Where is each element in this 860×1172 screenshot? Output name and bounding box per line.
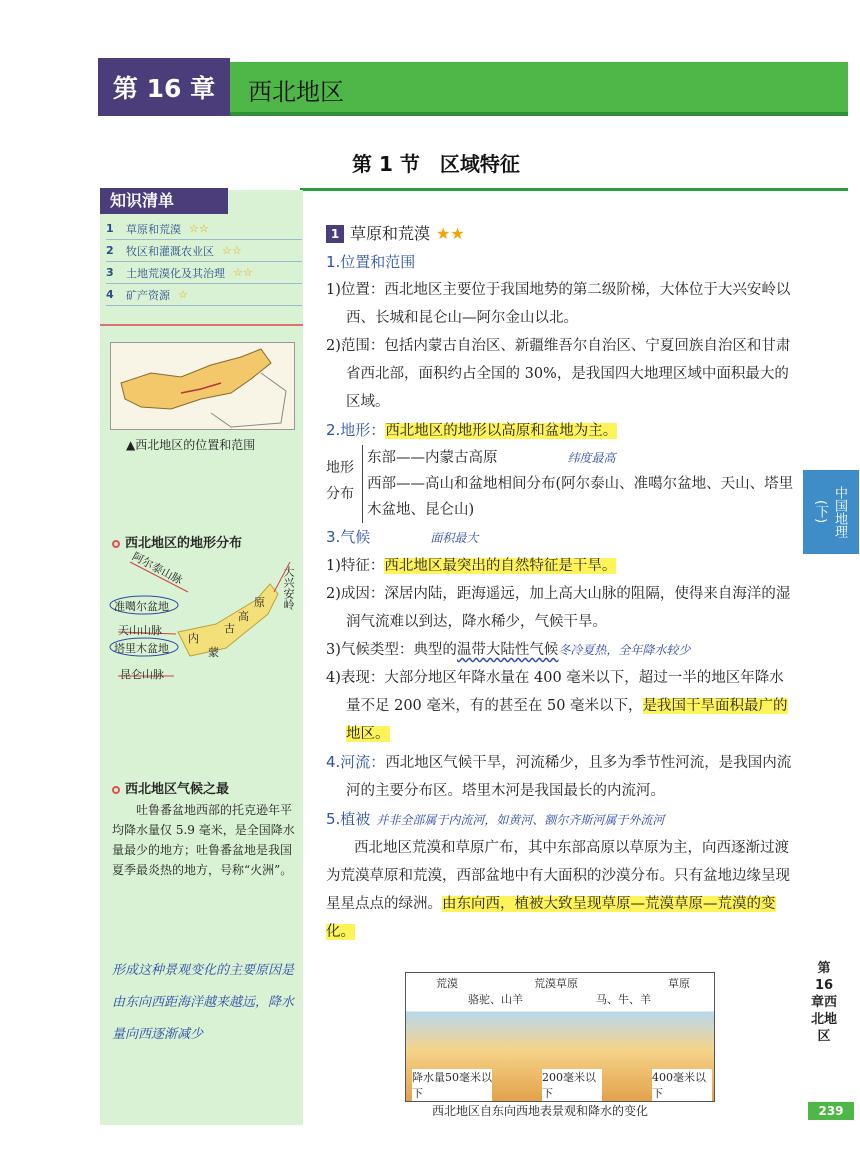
star-icon: ☆☆ <box>189 222 209 235</box>
terrain-sketch <box>108 549 300 690</box>
label-desert: 荒漠 <box>436 977 458 990</box>
climate-expression: 4)表现：大部分地区年降水量在 400 毫米以下，超过一半的地区年降水量不足 200 毫米，有的甚至在 50 毫米以下，是我国干旱面积最广的地区。 <box>326 670 788 742</box>
climate-cause: 2)成因：深居内陆，距海遥远，加上高大山脉的阻隔，使得来自海洋的湿润气流难以到达，降水稀少，气候干旱。 <box>326 586 791 630</box>
topic-heading: 1 草原和荒漠 ★★ <box>326 220 796 248</box>
label-animals1: 骆驼、山羊 <box>468 993 523 1006</box>
book-tab: 中国地理(下) <box>803 470 859 554</box>
bullet-icon <box>112 540 120 548</box>
label-gao: 高 <box>238 610 249 623</box>
heading-location: 1.位置和范围 <box>326 253 416 271</box>
label-junggar: 准噶尔盆地 <box>114 600 169 613</box>
climate-fact: 吐鲁番盆地西部的托克逊年平均降水量仅 5.9 毫米，是全国降水量最少的地方；吐鲁番盆地是我国夏季最炎热的地方，号称“火洲”。 <box>112 803 295 877</box>
climate-heading: 西北地区气候之最 <box>112 778 229 797</box>
location-text: 1)位置：西北地区主要位于我国地势的第二级阶梯，大体位于大兴安岭以西、长城和昆仑山—阿尔金山以北。 <box>326 282 791 326</box>
label-tarim: 塔里木盆地 <box>114 642 169 655</box>
label-animals2: 马、牛、羊 <box>596 993 651 1006</box>
climate-feature: 1)特征：西北地区最突出的自然特征是干旱。 <box>326 558 617 574</box>
toc-item: 2 牧区和灌溉农业区 ☆☆ <box>106 240 302 262</box>
label-meng: 蒙 <box>208 646 219 659</box>
toc-list <box>106 218 302 306</box>
label-gu: 古 <box>224 622 235 635</box>
range-text: 2)范围：包括内蒙古自治区、新疆维吾尔自治区、宁夏回族自治区和甘肃省西北部，面积约占全国的 30%，是我国四大地理区域中面积最大的区域。 <box>326 338 791 410</box>
label-daxinganling: 大兴安岭 <box>282 566 295 610</box>
chapter-number: 第 16 章 <box>98 58 230 116</box>
divider <box>300 188 848 191</box>
page-number: 239 <box>808 1102 854 1120</box>
label-nei: 内 <box>188 632 199 645</box>
main-content <box>326 220 796 946</box>
terrain-distribution: 地形分布 东部——内蒙古高原 纬度最高 西部——高山和盆地相间分布(阿尔泰山、准噶尔盆地、天山、塔里木盆地、昆仑山) <box>326 445 796 523</box>
star-icon: ☆☆ <box>233 266 253 279</box>
label-desert-steppe: 荒漠草原 <box>534 977 578 990</box>
toc-item: 3 土地荒漠化及其治理 ☆☆ <box>106 262 302 284</box>
terrain-heading: 西北地区的地形分布 <box>112 532 242 551</box>
vegetation-heading: 5.植被 并非全部属于内流河，如黄河、额尔齐斯河属于外流河 <box>326 810 665 828</box>
chapter-side-label: 第16章西北地区 <box>810 961 837 1044</box>
handwritten-note: 形成这种景观变化的主要原因是由东向西距海洋越来越远，降水量向西逐渐减少 <box>112 963 295 1042</box>
label-p50: 降水量50毫米以下 <box>412 1071 492 1100</box>
label-yuan: 原 <box>254 596 265 609</box>
section-title: 第 1 节 区域特征 <box>352 152 520 176</box>
river-text: 4.河流：西北地区气候干旱，河流稀少，且多为季节性河流，是我国内流河的主要分布区。塔里木河是我国最长的内流河。 <box>326 753 792 799</box>
label-p200: 200毫米以下 <box>542 1069 602 1101</box>
climate-heading-line: 3.气候 面积最大 <box>326 528 479 546</box>
landscape-figure <box>405 972 715 1102</box>
chapter-title: 西北地区 <box>248 78 344 106</box>
label-altai: 阿尔泰山脉 <box>129 549 185 588</box>
label-steppe: 草原 <box>668 977 690 990</box>
star-icon: ☆ <box>178 288 188 301</box>
figure-caption: 西北地区自东向西地表景观和降水的变化 <box>432 1104 649 1118</box>
terrain-line: 2.地形：西北地区的地形以高原和盆地为主。 <box>326 421 618 439</box>
location-map <box>110 342 295 430</box>
divider <box>100 324 303 326</box>
label-tianshan: 天山山脉 <box>118 624 162 637</box>
bullet-icon <box>112 786 120 794</box>
toc-item: 4 矿产资源 ☆ <box>106 284 302 306</box>
label-p400: 400毫米以下 <box>652 1069 712 1101</box>
star-icon: ★★ <box>436 224 465 243</box>
toc-item: 1 草原和荒漠 ☆☆ <box>106 218 302 240</box>
map-caption: ▲西北地区的位置和范围 <box>126 438 256 452</box>
vegetation-text: 西北地区荒漠和草原广布，其中东部高原以草原为主，向西逐渐过渡为荒漠草原和荒漠，西部盆地中有大面积的沙漠分布。只有盆地边缘呈现星星点点的绿洲。由东向西，植被大致呈现草原—荒漠草原—荒漠的变化。 <box>326 840 790 940</box>
label-kunlun: 昆仑山脉 <box>120 668 164 681</box>
climate-type: 3)气候类型：典型的温带大陆性气候冬冷夏热，全年降水较少 <box>326 642 691 658</box>
knowledge-list-tab: 知识清单 <box>100 188 228 214</box>
star-icon: ☆☆ <box>222 244 242 257</box>
